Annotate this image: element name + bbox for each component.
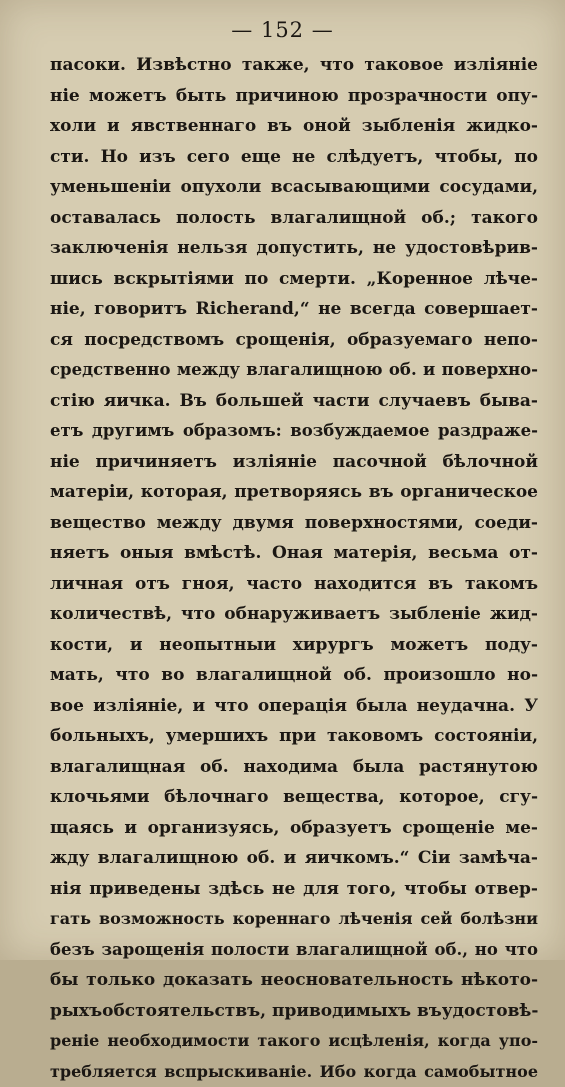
text-line: клочьями бѣлочнаго вещества, которое, сгу- xyxy=(50,782,538,813)
text-line: пасоки. Извѣстно также, что таковое изліяніе xyxy=(50,50,538,81)
text-line: вещество между двумя поверхностями, соеди- xyxy=(50,508,538,539)
text-line: сти. Но изъ сего еще не слѣдуетъ, чтобы, по xyxy=(50,142,538,173)
text-line: требляется вспрыскиваніе. Ибо когда самобытное xyxy=(50,1057,538,1087)
text-line: шись вскрытіями по смерти. „Коренное лѣче- xyxy=(50,264,538,295)
text-line: влагалищная об. находима была растянутою xyxy=(50,752,538,783)
text-line: количествѣ, что обнаруживаетъ зыбленіе жид- xyxy=(50,599,538,630)
text-line: ніе, говоритъ Richerand,“ не всегда совершает- xyxy=(50,294,538,325)
text-line: личная отъ гноя, часто находится въ такомъ xyxy=(50,569,538,600)
text-line: гать возможность кореннаго лѣченія сей болѣзни xyxy=(50,904,538,935)
text-line: реніе необходимости такого исцѣленія, когда упо- xyxy=(50,1026,538,1057)
text-line: нія приведены здѣсь не для того, чтобы отвер- xyxy=(50,874,538,905)
text-line: бы только доказать неосновательность нѣкото- xyxy=(50,965,538,996)
text-line: мать, что во влагалищной об. произошло но- xyxy=(50,660,538,691)
text-line: щаясь и организуясь, образуетъ срощеніе ме- xyxy=(50,813,538,844)
page-number: — 152 — xyxy=(0,18,565,42)
text-line: кости, и неопытныи хирургъ можетъ поду- xyxy=(50,630,538,661)
text-line: заключенія нельзя допустить, не удостовѣрив- xyxy=(50,233,538,264)
text-line: рыхъобстоятельствъ, приводимыхъ въудостовѣ- xyxy=(50,996,538,1027)
text-line: больныхъ, умершихъ при таковомъ состояніи, xyxy=(50,721,538,752)
text-line: ніе причиняетъ изліяніе пасочной бѣлочной xyxy=(50,447,538,478)
text-line: оставалась полость влагалищной об.; такого xyxy=(50,203,538,234)
text-line: матеріи, которая, претворяясь въ органическое xyxy=(50,477,538,508)
text-line: безъ зарощенія полости влагалищной об., но что xyxy=(50,935,538,966)
text-line: етъ другимъ образомъ: возбуждаемое раздраже- xyxy=(50,416,538,447)
text-line: средственно между влагалищною об. и поверхно- xyxy=(50,355,538,386)
text-line: ся посредствомъ срощенія, образуемаго непо- xyxy=(50,325,538,356)
text-line: стію яичка. Въ большей части случаевъ быва- xyxy=(50,386,538,417)
text-line: холи и явственнаго въ оной зыбленія жидко- xyxy=(50,111,538,142)
text-line: жду влагалищною об. и яичкомъ.“ Сіи замѣча- xyxy=(50,843,538,874)
text-line: няетъ оныя вмѣстѣ. Оная матерія, весьма от- xyxy=(50,538,538,569)
text-line: вое изліяніе, и что операція была неудачна. У xyxy=(50,691,538,722)
text-line: уменьшеніи опухоли всасывающими сосудами, xyxy=(50,172,538,203)
body-text xyxy=(50,50,538,1087)
text-line: ніе можетъ быть причиною прозрачности опу- xyxy=(50,81,538,112)
